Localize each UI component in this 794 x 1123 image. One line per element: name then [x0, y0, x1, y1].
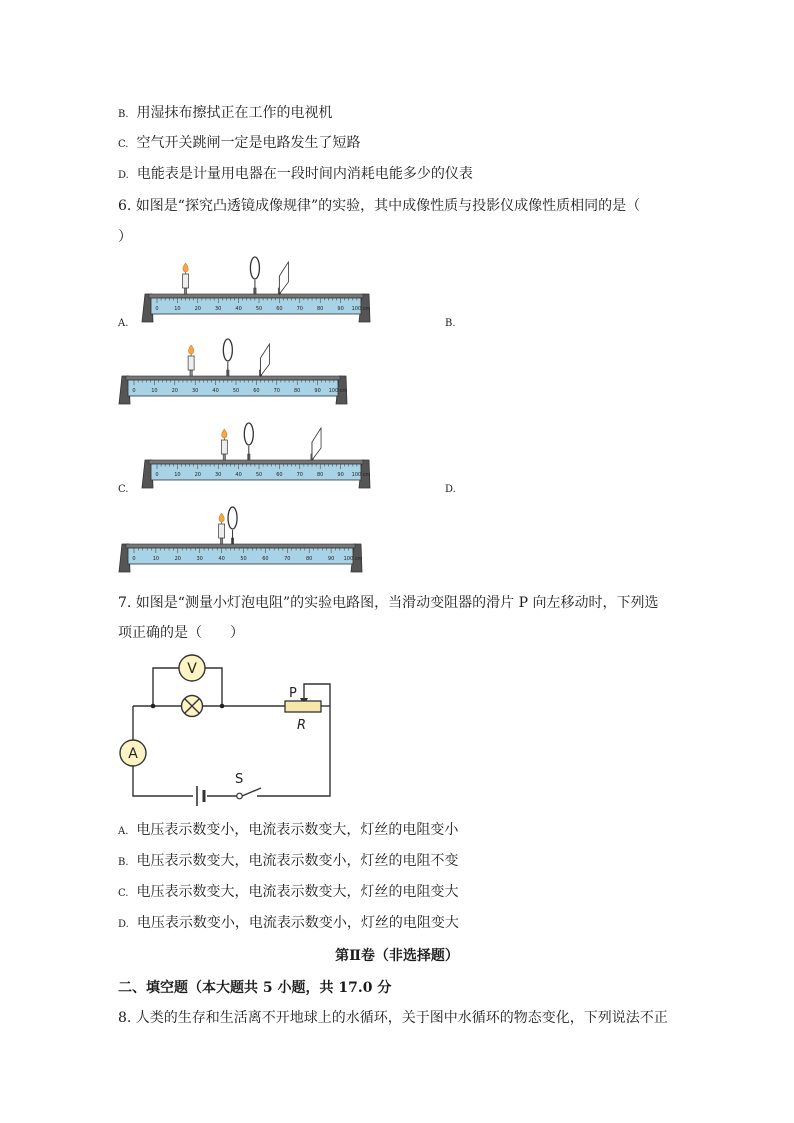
q7-option-c [118, 883, 458, 903]
screen-icon [312, 428, 321, 460]
scale-tick-label: 80 [294, 388, 301, 394]
q7-option-d [118, 914, 459, 934]
resistor-label: R [297, 718, 307, 733]
lens-icon [250, 257, 259, 279]
screen-icon [260, 344, 269, 376]
option-letter: C. [118, 888, 129, 899]
q8-stem-line1: 8. 人类的生存和生活离不开地球上的水循环，关于图中水循环的物态变化，下列说法不正 [118, 1010, 668, 1026]
scale-tick-label: 60 [253, 388, 260, 394]
scale-tick-label: 100 cm [351, 472, 371, 478]
scale-tick-label: 80 [317, 306, 324, 312]
candle-holder [184, 288, 186, 294]
wire [153, 668, 179, 706]
optical-bench-figure-b [118, 340, 348, 410]
lens-icon [223, 339, 232, 361]
q6-label-c: C. [118, 484, 129, 495]
scale-tick-label: 30 [215, 472, 222, 478]
flame-icon [188, 345, 193, 354]
flame-icon [183, 263, 188, 272]
ammeter-label: A [128, 746, 138, 762]
candle-holder [220, 538, 222, 544]
scale-tick-label: 50 [255, 306, 263, 312]
scale-tick-label: 90 [337, 472, 344, 478]
q5-option-c [118, 134, 360, 154]
scale-tick-label: 20 [171, 388, 178, 394]
candle-holder [223, 454, 225, 460]
scale-tick-label: 0 [132, 556, 136, 562]
bench-rail [149, 294, 363, 298]
scale-tick-label: 40 [212, 388, 219, 394]
candle-holder [190, 370, 192, 376]
scale-tick-label: 0 [132, 388, 136, 394]
scale-tick-label: 40 [235, 306, 242, 312]
q6-label-a: A. [118, 318, 129, 329]
scale-tick-label: 100 cm [343, 556, 363, 562]
scale-tick-label: 30 [215, 306, 222, 312]
slider-label: P [289, 686, 297, 701]
option-text: 电压表示数变小，电流表示数变大，灯丝的电阻变小 [136, 822, 459, 838]
scale-tick-label: 60 [276, 472, 283, 478]
scale-tick-label: 20 [194, 306, 201, 312]
optical-bench-figure-c [141, 424, 371, 494]
q7-option-b [118, 852, 459, 872]
q6-stem-line2: ） [118, 229, 132, 245]
scale-tick-label: 30 [196, 556, 203, 562]
option-text: 电压表示数变小，电流表示数变小，灯丝的电阻变大 [136, 915, 459, 931]
scale-tick-label: 20 [174, 556, 181, 562]
scale-tick-label: 40 [235, 472, 242, 478]
option-text: 电压表示数变大，电流表示数变小，灯丝的电阻不变 [136, 853, 459, 869]
option-text: 用湿抹布擦拭正在工作的电视机 [136, 105, 333, 121]
option-text: 空气开关跳闸一定是电路发生了短路 [136, 135, 361, 151]
switch-label: S [235, 772, 244, 787]
optical-bench-figure-d [118, 508, 363, 578]
part-two-heading: 第Ⅱ卷（非选择题） [335, 948, 459, 964]
scale-tick-label: 10 [174, 306, 181, 312]
scale-tick-label: 10 [151, 388, 158, 394]
scale-tick-label: 70 [273, 388, 280, 394]
bench-rail [149, 460, 363, 464]
option-text: 电能表是计量用电器在一段时间内消耗电能多少的仪表 [136, 166, 473, 182]
scale-tick-label: 10 [152, 556, 160, 562]
scale-tick-label: 0 [155, 472, 159, 478]
junction-dot [220, 704, 225, 709]
q5-option-d [118, 165, 473, 185]
screen-icon [279, 262, 288, 294]
q7-option-a [118, 821, 458, 841]
q6-stem-line1: 6. 如图是“探究凸透镜成像规律”的实验，其中成像性质与投影仪成像性质相同的是（ [118, 198, 641, 214]
flame-icon [222, 429, 227, 438]
scale-tick-label: 70 [284, 556, 291, 562]
scale-tick-label: 70 [296, 306, 303, 312]
q7-stem-line1: 7. 如图是“测量小灯泡电阻”的实验电路图，当滑动变阻器的滑片 P 向左移动时，下列选 [118, 595, 659, 611]
scale-tick-label: 0 [155, 306, 159, 312]
q7-stem-line2: 项正确的是（ ） [118, 625, 244, 641]
scale-tick-label: 100 cm [351, 306, 371, 312]
wire [205, 668, 222, 706]
lens-icon [244, 423, 253, 445]
voltmeter-label: V [187, 661, 197, 677]
candle-icon [183, 274, 189, 288]
scale-tick-label: 90 [314, 388, 321, 394]
scale-tick-label: 40 [218, 556, 225, 562]
scale-tick-label: 70 [296, 472, 303, 478]
scale-tick-label: 60 [276, 306, 283, 312]
option-letter: B. [118, 857, 129, 868]
scale-tick-label: 30 [192, 388, 199, 394]
rheostat-icon [285, 701, 321, 712]
wire [257, 706, 330, 796]
bench-rail [126, 376, 340, 380]
option-letter: D. [118, 170, 129, 181]
bench-rail [126, 544, 355, 548]
q5-option-b [118, 104, 333, 124]
option-letter: B. [118, 109, 129, 120]
q6-label-d: D. [445, 484, 456, 495]
option-letter: C. [118, 139, 129, 150]
scale-tick-label: 90 [327, 556, 335, 562]
scale-tick-label: 60 [262, 556, 269, 562]
switch-arm [242, 788, 261, 796]
switch-contact [237, 793, 243, 799]
scale-tick-label: 50 [232, 388, 240, 394]
wire [133, 766, 193, 796]
candle-icon [219, 524, 225, 538]
scale-tick-label: 10 [174, 472, 181, 478]
q6-label-b: B. [445, 318, 456, 329]
scale-tick-label: 100 cm [328, 388, 348, 394]
scale-tick-label: 80 [306, 556, 313, 562]
junction-dot [151, 704, 156, 709]
circuit-diagram [115, 650, 345, 805]
scale-tick-label: 20 [194, 472, 201, 478]
section-two-heading: 二、填空题（本大题共 5 小题，共 17.0 分 [118, 980, 392, 996]
flame-icon [219, 513, 224, 522]
candle-icon [188, 356, 194, 370]
scale-tick-label: 50 [240, 556, 247, 562]
optical-bench-figure-a [141, 258, 371, 328]
option-text: 电压表示数变大，电流表示数变大，灯丝的电阻变大 [136, 884, 459, 900]
lens-icon [228, 507, 237, 529]
scale-tick-label: 90 [337, 306, 344, 312]
option-letter: A. [118, 826, 129, 837]
candle-icon [221, 440, 227, 454]
option-letter: D. [118, 919, 129, 930]
scale-tick-label: 50 [255, 472, 263, 478]
scale-tick-label: 80 [317, 472, 324, 478]
